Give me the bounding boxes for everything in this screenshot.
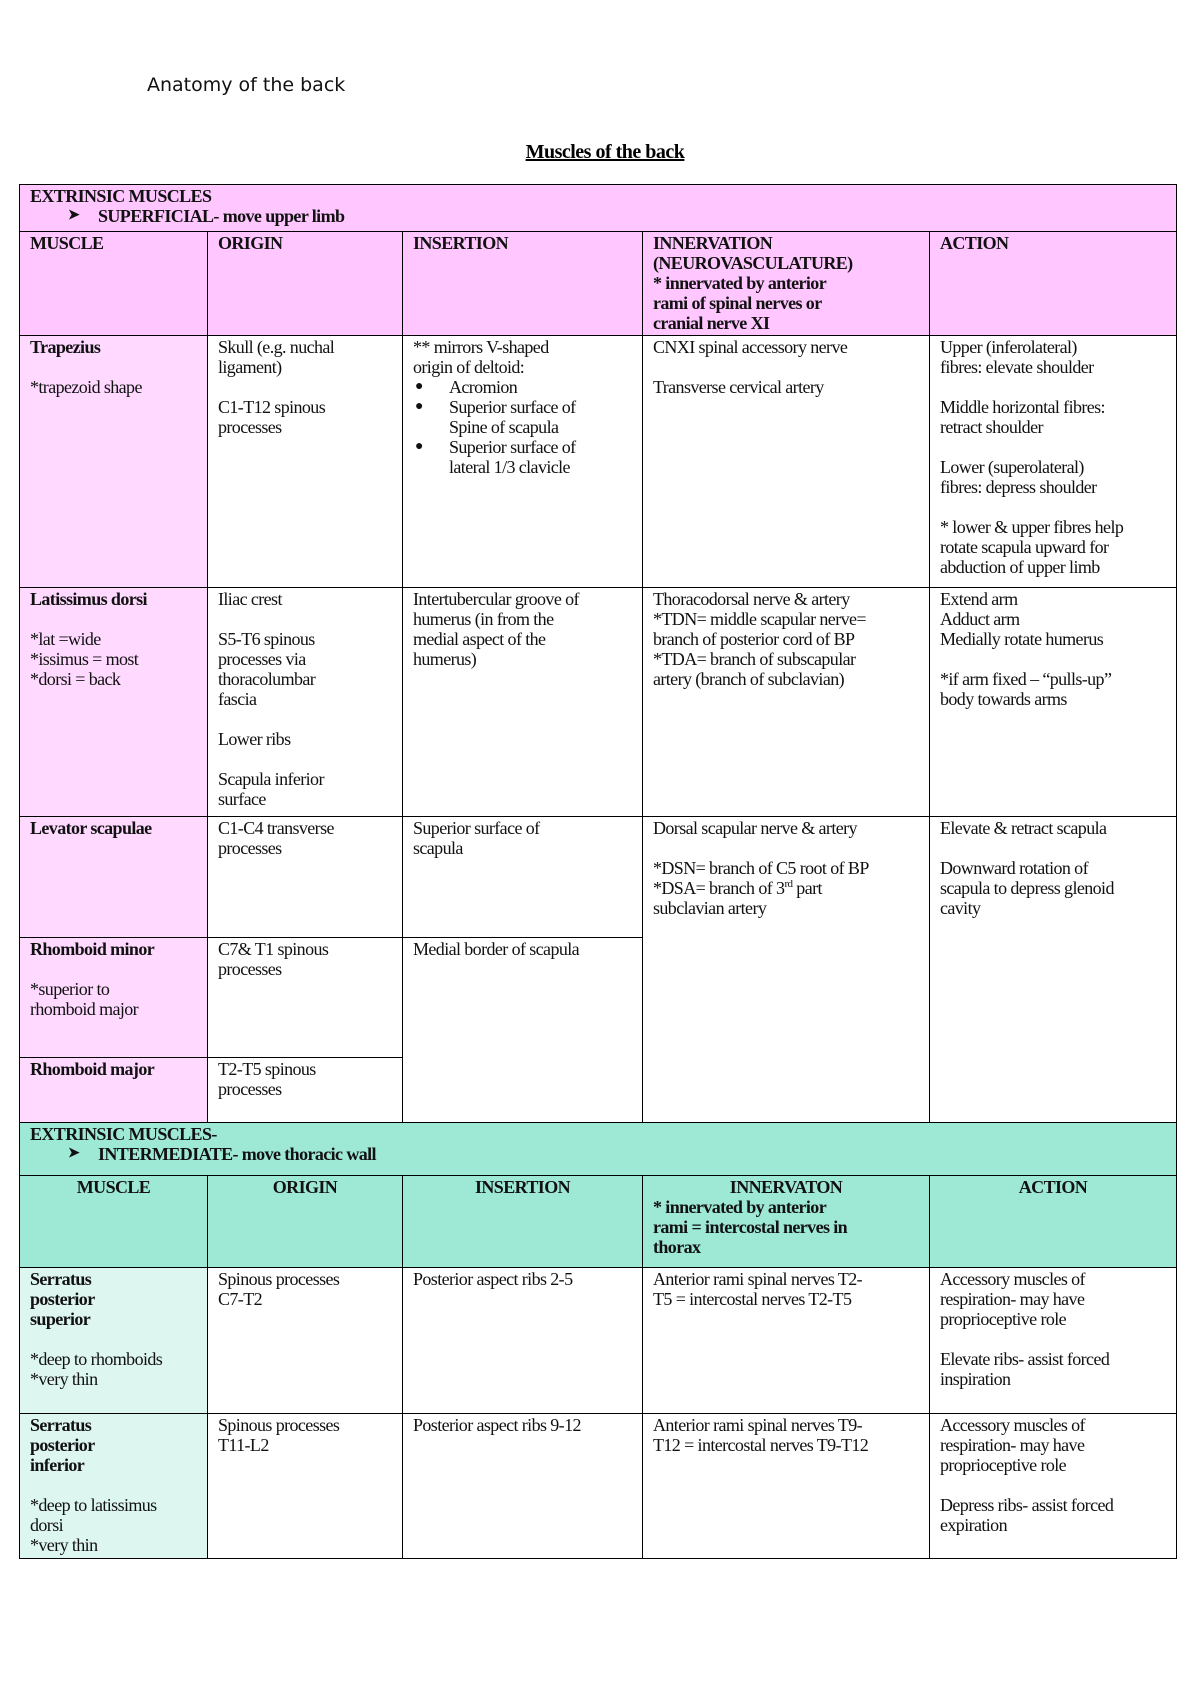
text-line: CNXI spinal accessory nerve: [653, 337, 848, 357]
text-line: [218, 377, 392, 397]
arrow-bullet-icon: ➤: [68, 208, 80, 223]
text-line: Transverse cervical artery: [653, 377, 824, 397]
text-line: Superior surface of: [449, 437, 576, 457]
text-line: Thoracodorsal nerve & artery: [653, 589, 850, 609]
text-line: Posterior aspect ribs 9-12: [413, 1415, 581, 1435]
text-line: Middle horizontal fibres:: [940, 397, 1105, 417]
muscle-name: [30, 1415, 197, 1475]
text-line: INNERVATION: [653, 233, 773, 253]
text-line: C7& T1 spinous: [218, 939, 329, 959]
section-subtitle: ➤ INTERMEDIATE- move thoracic wall: [68, 1144, 376, 1164]
levator-rhomboid-action: [930, 817, 1177, 1123]
trapezius-innervation: [643, 336, 930, 588]
text-line: [30, 1329, 197, 1349]
sps-innervation: [643, 1268, 930, 1414]
latissimus-action: [930, 588, 1177, 817]
text-line: *dorsi = back: [30, 669, 121, 689]
col-header-muscle: MUSCLE: [20, 1176, 208, 1268]
text-line: cranial nerve XI: [653, 313, 770, 333]
text-line: branch of posterior cord of BP: [653, 629, 855, 649]
text-line: surface: [218, 789, 266, 809]
text-line: posterior: [30, 1289, 95, 1309]
text-line: rami of spinal nerves or: [653, 293, 822, 313]
text-line: *TDA= branch of subscapular: [653, 649, 856, 669]
text-line: origin of deltoid:: [413, 357, 525, 377]
text-line: [30, 959, 197, 979]
list-item: [413, 437, 632, 477]
text-line: scapula to depress glenoid: [940, 878, 1114, 898]
section-subtitle: ➤ SUPERFICIAL- move upper limb: [68, 206, 345, 226]
text-line: Medially rotate humerus: [940, 629, 1104, 649]
text-line: S5-T6 spinous: [218, 629, 315, 649]
text-line: [218, 749, 392, 769]
col-header-innervation: [643, 232, 930, 336]
text-line: [940, 377, 1166, 397]
levator-origin: [208, 817, 403, 938]
col-header-origin: ORIGIN: [208, 232, 403, 336]
text-line: (NEUROVASCULATURE): [653, 253, 853, 273]
text-line: Downward rotation of: [940, 858, 1088, 878]
text-line: processes: [218, 959, 282, 979]
text-line: processes: [218, 417, 282, 437]
text-line: Lower (superolateral): [940, 457, 1084, 477]
muscle-serratus-posterior-superior: [20, 1268, 208, 1414]
text-line: Adduct arm: [940, 609, 1020, 629]
text-line: proprioceptive role: [940, 1455, 1067, 1475]
text-line: medial aspect of the: [413, 629, 546, 649]
document-title: Muscles of the back: [525, 141, 685, 163]
text-line: Iliac crest: [218, 589, 282, 609]
text-line: processes: [218, 1079, 282, 1099]
trapezius-action: [930, 336, 1177, 588]
text-line: [940, 497, 1166, 517]
text-line: thoracolumbar: [218, 669, 316, 689]
section-title: EXTRINSIC MUSCLES-: [30, 1124, 217, 1144]
text-line: rhomboid major: [30, 999, 139, 1019]
text-line: Skull (e.g. nuchal: [218, 337, 335, 357]
sps-origin: [208, 1268, 403, 1414]
dot-bullet-icon: ●: [415, 439, 423, 454]
text-line: Acromion: [449, 377, 518, 397]
intermediate-section-header: [20, 1123, 1177, 1176]
text-line: *very thin: [30, 1535, 98, 1555]
list-item: [413, 397, 632, 437]
text-line: Upper (inferolateral): [940, 337, 1077, 357]
page-header: Anatomy of the back: [147, 74, 346, 96]
text-line: [218, 609, 392, 629]
text-line: expiration: [940, 1515, 1007, 1535]
text-line: * lower & upper fibres help: [940, 517, 1124, 537]
text-line: [218, 709, 392, 729]
trapezius-insertion: [403, 336, 643, 588]
text-line: ** mirrors V-shaped: [413, 337, 549, 357]
muscle-rhomboid-major: [20, 1058, 208, 1123]
rhomboid-insertion: [403, 938, 643, 1123]
text-line: inspiration: [940, 1369, 1011, 1389]
muscle-name: Trapezius: [30, 337, 101, 357]
text-line: * innervated by anterior: [653, 273, 827, 293]
text-line: T12 = intercostal nerves T9-T12: [653, 1435, 869, 1455]
text-line: *issimus = most: [30, 649, 139, 669]
levator-insertion: [403, 817, 643, 938]
text-line: body towards arms: [940, 689, 1067, 709]
levator-rhomboid-innervation: Dorsal scapular nerve & artery *DSN= branch of C5 root of BP *DSA= branch of 3rd part subclavian artery: [643, 817, 930, 1123]
col-header-action: ACTION: [930, 232, 1177, 336]
muscles-table: [19, 184, 1177, 1559]
text-line: superior: [30, 1309, 91, 1329]
muscle-trapezius: [20, 336, 208, 588]
muscle-latissimus-dorsi: [20, 588, 208, 817]
muscle-notes: [30, 609, 197, 689]
section-title: EXTRINSIC MUSCLES: [30, 186, 212, 206]
text-line: Accessory muscles of: [940, 1415, 1085, 1435]
text-line: artery (branch of subclavian): [653, 669, 844, 689]
muscle-name: [30, 1269, 197, 1329]
text-line: [940, 437, 1166, 457]
text-line: abduction of upper limb: [940, 557, 1100, 577]
text-line: *if arm fixed – “pulls-up”: [940, 669, 1112, 689]
text-line: C1-C4 transverse: [218, 818, 334, 838]
text-line: Posterior aspect ribs 2-5: [413, 1269, 573, 1289]
text-line: fascia: [218, 689, 257, 709]
text-line: [30, 609, 197, 629]
latissimus-insertion: [403, 588, 643, 817]
text-line: *lat =wide: [30, 629, 101, 649]
muscle-name: Latissimus dorsi: [30, 589, 147, 609]
text-line: fibres: elevate shoulder: [940, 357, 1094, 377]
text-line: Spinous processes: [218, 1415, 340, 1435]
text-line: processes via: [218, 649, 306, 669]
text-line: [653, 357, 919, 377]
text-line: fibres: depress shoulder: [940, 477, 1097, 497]
text-line: lateral 1/3 clavicle: [449, 457, 570, 477]
text-line: Lower ribs: [218, 729, 291, 749]
text-line: Medial border of scapula: [413, 939, 580, 959]
sps-action: [930, 1268, 1177, 1414]
muscle-name: Levator scapulae: [30, 818, 152, 838]
text-line: cavity: [940, 898, 981, 918]
rhomboid-major-origin: [208, 1058, 403, 1123]
text-line: Intertubercular groove of: [413, 589, 579, 609]
text-line: respiration- may have: [940, 1435, 1085, 1455]
spi-innervation: [643, 1414, 930, 1559]
arrow-bullet-icon: ➤: [68, 1146, 80, 1161]
text-line: T2-T5 spinous: [218, 1059, 316, 1079]
text-line: Superior surface of: [413, 818, 540, 838]
text-line: processes: [218, 838, 282, 858]
muscle-notes: [30, 1475, 197, 1555]
text-line: *very thin: [30, 1369, 98, 1389]
text-line: [940, 838, 1166, 858]
text-line: [30, 1475, 197, 1495]
col-header-action: ACTION: [930, 1176, 1177, 1268]
text-line: Anterior rami spinal nerves T9-: [653, 1415, 863, 1435]
text-line: *superior to: [30, 979, 110, 999]
text-line: T5 = intercostal nerves T2-T5: [653, 1289, 852, 1309]
text-line: Elevate & retract scapula: [940, 818, 1107, 838]
insertion-list: [413, 377, 632, 477]
text-line: rotate scapula upward for: [940, 537, 1109, 557]
text-line: Elevate ribs- assist forced: [940, 1349, 1110, 1369]
text-line: Scapula inferior: [218, 769, 324, 789]
text-line: C7-T2: [218, 1289, 262, 1309]
superficial-section-header: [20, 185, 1177, 232]
text-line: Depress ribs- assist forced: [940, 1495, 1114, 1515]
spi-origin: [208, 1414, 403, 1559]
text-line: humerus): [413, 649, 477, 669]
col-header-muscle: MUSCLE: [20, 232, 208, 336]
text-line: respiration- may have: [940, 1289, 1085, 1309]
muscle-notes: [30, 1329, 197, 1389]
latissimus-innervation: [643, 588, 930, 817]
trapezius-origin: [208, 336, 403, 588]
col-header-origin: ORIGIN: [208, 1176, 403, 1268]
rhomboid-minor-origin: [208, 938, 403, 1058]
text-line: Serratus: [30, 1269, 92, 1289]
text-line: [940, 1475, 1166, 1495]
text-line: ligament): [218, 357, 282, 377]
text-line: Superior surface of: [449, 397, 576, 417]
muscle-notes: [30, 959, 197, 1019]
text-line: *deep to latissimus: [30, 1495, 157, 1515]
muscle-name: Rhomboid major: [30, 1059, 155, 1079]
text-line: [940, 1329, 1166, 1349]
spi-insertion: [403, 1414, 643, 1559]
text-line: inferior: [30, 1455, 85, 1475]
text-line: Accessory muscles of: [940, 1269, 1085, 1289]
list-item: [413, 377, 632, 397]
text-line: Anterior rami spinal nerves T2-: [653, 1269, 863, 1289]
text-line: T11-L2: [218, 1435, 269, 1455]
text-line: Spine of scapula: [449, 417, 559, 437]
text-line: Extend arm: [940, 589, 1018, 609]
muscle-name: Rhomboid minor: [30, 939, 155, 959]
muscle-levator-scapulae: [20, 817, 208, 938]
text-line: humerus (in from the: [413, 609, 554, 629]
dot-bullet-icon: ●: [415, 379, 423, 394]
text-line: posterior: [30, 1435, 95, 1455]
dot-bullet-icon: ●: [415, 399, 423, 414]
text-line: *TDN= middle scapular nerve=: [653, 609, 866, 629]
spi-action: [930, 1414, 1177, 1559]
text-line: *deep to rhomboids: [30, 1349, 163, 1369]
text-line: C1-T12 spinous: [218, 397, 326, 417]
latissimus-origin: [208, 588, 403, 817]
text-line: scapula: [413, 838, 463, 858]
text-line: [940, 649, 1166, 669]
text-line: Serratus: [30, 1415, 92, 1435]
text-line: Spinous processes: [218, 1269, 340, 1289]
text-line: retract shoulder: [940, 417, 1043, 437]
sps-insertion: [403, 1268, 643, 1414]
text-line: dorsi: [30, 1515, 64, 1535]
muscle-note: *trapezoid shape: [30, 377, 142, 397]
col-header-insertion: INSERTION: [403, 232, 643, 336]
col-header-innervation: INNERVATON * innervated by anterior rami = intercostal nerves in thorax: [643, 1176, 930, 1268]
muscle-serratus-posterior-inferior: [20, 1414, 208, 1559]
col-header-insertion: INSERTION: [403, 1176, 643, 1268]
text-line: proprioceptive role: [940, 1309, 1067, 1329]
muscle-rhomboid-minor: [20, 938, 208, 1058]
